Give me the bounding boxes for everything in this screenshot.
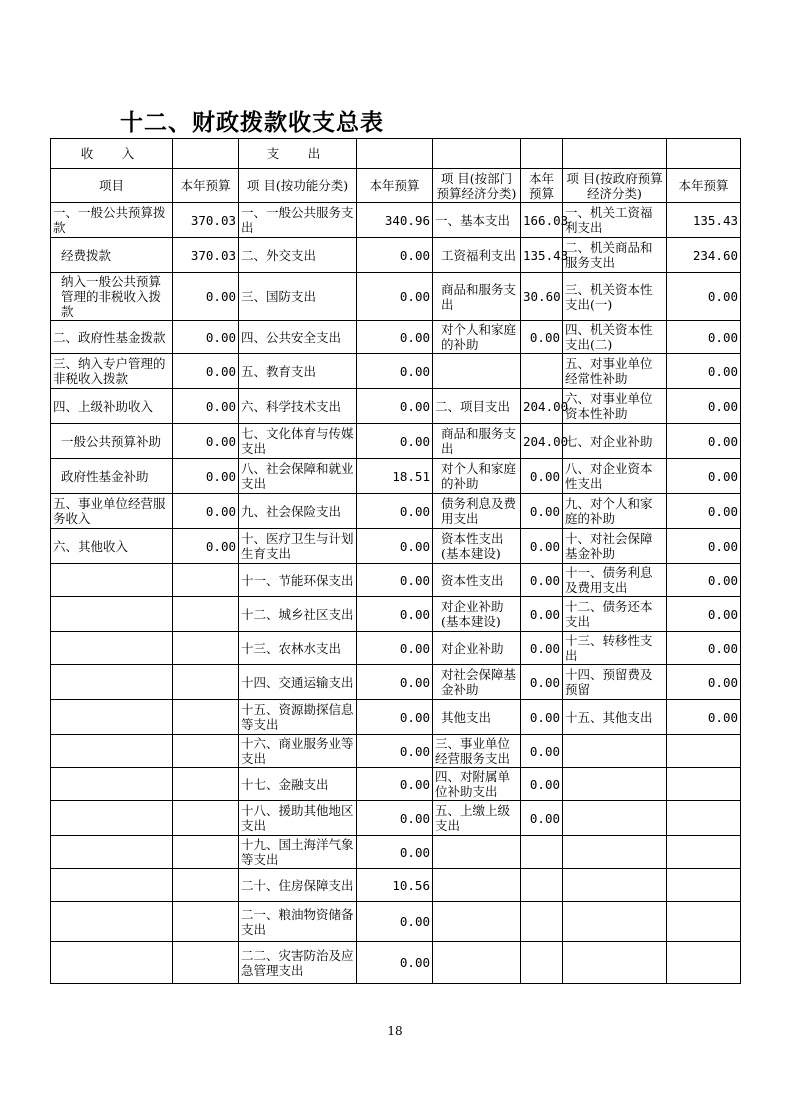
dept-budget-cell: 30.60 <box>521 273 563 321</box>
func-budget-cell: 0.00 <box>357 354 433 389</box>
gov-budget-cell: 0.00 <box>667 529 741 564</box>
dept-item-cell: 对企业补助 <box>433 632 521 665</box>
func-budget-cell: 0.00 <box>357 836 433 869</box>
dept-item-cell: 五、上缴上级支出 <box>433 801 521 836</box>
func-budget-cell: 10.56 <box>357 869 433 902</box>
income-item-cell: 六、其他收入 <box>51 529 173 564</box>
income-item-cell <box>51 700 173 735</box>
func-item-cell: 十一、节能环保支出 <box>239 564 357 597</box>
col-budget-header: 本年预算 <box>357 169 433 203</box>
income-item-cell <box>51 836 173 869</box>
dept-item-cell: 一、基本支出 <box>433 203 521 238</box>
gov-budget-cell <box>667 801 741 836</box>
income-budget-cell: 0.00 <box>173 273 239 321</box>
func-budget-cell: 0.00 <box>357 700 433 735</box>
col-budget-header: 本年预算 <box>173 169 239 203</box>
func-budget-cell: 0.00 <box>357 942 433 984</box>
gov-item-cell: 十、对社会保障基金补助 <box>563 529 667 564</box>
func-budget-cell: 0.00 <box>357 273 433 321</box>
table-row <box>51 869 741 902</box>
dept-budget-cell: 0.00 <box>521 459 563 494</box>
dept-item-cell: 商品和服务支出 <box>433 424 521 459</box>
income-item-cell <box>51 735 173 768</box>
gov-item-cell: 三、机关资本性支出(一) <box>563 273 667 321</box>
gov-item-cell <box>563 801 667 836</box>
func-item-cell: 五、教育支出 <box>239 354 357 389</box>
gov-budget-cell <box>667 768 741 801</box>
income-item-cell <box>51 768 173 801</box>
func-item-cell: 十五、资源勘探信息等支出 <box>239 700 357 735</box>
table-row <box>51 564 741 597</box>
func-item-cell: 二一、粮油物资储备支出 <box>239 902 357 942</box>
gov-item-cell <box>563 902 667 942</box>
header-blank <box>357 139 433 169</box>
gov-budget-cell: 0.00 <box>667 424 741 459</box>
gov-budget-cell <box>667 869 741 902</box>
table-row <box>51 273 741 321</box>
income-item-cell <box>51 665 173 700</box>
func-item-cell: 一、一般公共服务支出 <box>239 203 357 238</box>
dept-item-cell: 对个人和家庭的补助 <box>433 321 521 354</box>
table-row <box>51 494 741 529</box>
gov-budget-cell <box>667 836 741 869</box>
header-blank <box>563 139 667 169</box>
gov-item-cell: 四、机关资本性支出(二) <box>563 321 667 354</box>
dept-item-cell: 四、对附属单位补助支出 <box>433 768 521 801</box>
dept-item-cell: 三、事业单位经营服务支出 <box>433 735 521 768</box>
dept-item-cell: 二、项目支出 <box>433 389 521 424</box>
income-budget-cell: 0.00 <box>173 321 239 354</box>
table-row <box>51 942 741 984</box>
func-item-cell: 二、外交支出 <box>239 238 357 273</box>
dept-item-cell <box>433 942 521 984</box>
func-item-cell: 九、社会保险支出 <box>239 494 357 529</box>
gov-item-cell <box>563 735 667 768</box>
dept-item-cell: 对社会保障基金补助 <box>433 665 521 700</box>
gov-budget-cell: 0.00 <box>667 273 741 321</box>
page-title: 十二、财政拨款收支总表 <box>120 109 384 136</box>
income-item-cell: 纳入一般公共预算管理的非税收入拨款 <box>51 273 173 321</box>
income-budget-cell: 0.00 <box>173 529 239 564</box>
func-budget-cell: 0.00 <box>357 564 433 597</box>
header-blank <box>173 139 239 169</box>
gov-budget-cell: 0.00 <box>667 632 741 665</box>
func-item-cell: 七、文化体育与传媒支出 <box>239 424 357 459</box>
income-header: 收 入 <box>51 139 173 169</box>
income-item-cell: 五、事业单位经营服务收入 <box>51 494 173 529</box>
gov-item-cell <box>563 869 667 902</box>
income-item-cell: 一、一般公共预算拨款 <box>51 203 173 238</box>
dept-item-cell: 对企业补助(基本建设) <box>433 597 521 632</box>
dept-budget-cell: 0.00 <box>521 494 563 529</box>
func-item-cell: 八、社会保障和就业支出 <box>239 459 357 494</box>
func-item-cell: 三、国防支出 <box>239 273 357 321</box>
dept-item-cell: 商品和服务支出 <box>433 273 521 321</box>
header-row-2 <box>51 169 741 203</box>
income-budget-cell <box>173 836 239 869</box>
col-dept-header: 项 目(按部门预算经济分类) <box>433 169 521 203</box>
gov-budget-cell: 135.43 <box>667 203 741 238</box>
table-row <box>51 902 741 942</box>
income-item-cell: 一般公共预算补助 <box>51 424 173 459</box>
income-item-cell <box>51 942 173 984</box>
col-budget-header: 本年预算 <box>521 169 563 203</box>
dept-budget-cell <box>521 942 563 984</box>
header-blank <box>433 139 521 169</box>
gov-budget-cell: 0.00 <box>667 321 741 354</box>
func-item-cell: 十三、农林水支出 <box>239 632 357 665</box>
income-budget-cell <box>173 632 239 665</box>
dept-budget-cell: 204.00 <box>521 424 563 459</box>
dept-item-cell: 工资福利支出 <box>433 238 521 273</box>
dept-item-cell: 对个人和家庭的补助 <box>433 459 521 494</box>
func-budget-cell: 0.00 <box>357 902 433 942</box>
dept-budget-cell: 135.43 <box>521 238 563 273</box>
income-budget-cell: 0.00 <box>173 389 239 424</box>
func-item-cell: 十四、交通运输支出 <box>239 665 357 700</box>
table-row <box>51 632 741 665</box>
dept-budget-cell: 0.00 <box>521 597 563 632</box>
income-budget-cell <box>173 902 239 942</box>
func-budget-cell: 0.00 <box>357 424 433 459</box>
income-item-cell: 四、上级补助收入 <box>51 389 173 424</box>
dept-item-cell <box>433 869 521 902</box>
func-item-cell: 十八、援助其他地区支出 <box>239 801 357 836</box>
table-row <box>51 238 741 273</box>
gov-item-cell <box>563 942 667 984</box>
gov-item-cell <box>563 836 667 869</box>
gov-budget-cell: 0.00 <box>667 665 741 700</box>
dept-item-cell: 债务利息及费用支出 <box>433 494 521 529</box>
table-row <box>51 424 741 459</box>
income-item-cell <box>51 801 173 836</box>
gov-budget-cell <box>667 942 741 984</box>
table-row <box>51 354 741 389</box>
gov-item-cell: 二、机关商品和服务支出 <box>563 238 667 273</box>
dept-budget-cell: 0.00 <box>521 529 563 564</box>
dept-budget-cell: 0.00 <box>521 632 563 665</box>
income-budget-cell <box>173 801 239 836</box>
income-budget-cell: 0.00 <box>173 494 239 529</box>
func-budget-cell: 0.00 <box>357 801 433 836</box>
income-budget-cell <box>173 564 239 597</box>
dept-budget-cell: 0.00 <box>521 321 563 354</box>
func-budget-cell: 340.96 <box>357 203 433 238</box>
gov-item-cell <box>563 768 667 801</box>
func-budget-cell: 0.00 <box>357 665 433 700</box>
header-row-1 <box>51 139 741 169</box>
gov-item-cell: 十三、转移性支出 <box>563 632 667 665</box>
func-budget-cell: 0.00 <box>357 321 433 354</box>
income-item-cell: 政府性基金补助 <box>51 459 173 494</box>
income-budget-cell: 370.03 <box>173 238 239 273</box>
gov-item-cell: 九、对个人和家庭的补助 <box>563 494 667 529</box>
dept-item-cell <box>433 354 521 389</box>
income-item-cell: 三、纳入专户管理的非税收入拨款 <box>51 354 173 389</box>
dept-item-cell: 资本性支出(基本建设) <box>433 529 521 564</box>
income-budget-cell: 0.00 <box>173 459 239 494</box>
func-item-cell: 二二、灾害防治及应急管理支出 <box>239 942 357 984</box>
gov-budget-cell: 0.00 <box>667 564 741 597</box>
page-number: 18 <box>387 1024 403 1038</box>
income-item-cell <box>51 632 173 665</box>
gov-item-cell: 十五、其他支出 <box>563 700 667 735</box>
func-item-cell: 十、医疗卫生与计划生育支出 <box>239 529 357 564</box>
func-item-cell: 十九、国土海洋气象等支出 <box>239 836 357 869</box>
income-item-cell <box>51 869 173 902</box>
dept-item-cell <box>433 902 521 942</box>
income-item-cell <box>51 902 173 942</box>
income-budget-cell <box>173 869 239 902</box>
income-budget-cell <box>173 735 239 768</box>
func-item-cell: 二十、住房保障支出 <box>239 869 357 902</box>
income-budget-cell <box>173 597 239 632</box>
table-row <box>51 203 741 238</box>
expense-header: 支 出 <box>239 139 357 169</box>
dept-budget-cell: 0.00 <box>521 801 563 836</box>
gov-budget-cell: 0.00 <box>667 494 741 529</box>
gov-item-cell: 十二、债务还本支出 <box>563 597 667 632</box>
income-budget-cell <box>173 700 239 735</box>
income-item-cell: 二、政府性基金拨款 <box>51 321 173 354</box>
gov-budget-cell <box>667 735 741 768</box>
dept-budget-cell <box>521 902 563 942</box>
table-row <box>51 321 741 354</box>
income-budget-cell: 0.00 <box>173 424 239 459</box>
func-item-cell: 四、公共安全支出 <box>239 321 357 354</box>
func-item-cell: 十二、城乡社区支出 <box>239 597 357 632</box>
gov-item-cell: 五、对事业单位经常性补助 <box>563 354 667 389</box>
income-budget-cell <box>173 665 239 700</box>
col-gov-header: 项 目(按政府预算经济分类) <box>563 169 667 203</box>
dept-budget-cell: 0.00 <box>521 564 563 597</box>
income-budget-cell <box>173 942 239 984</box>
func-budget-cell: 0.00 <box>357 529 433 564</box>
func-budget-cell: 0.00 <box>357 238 433 273</box>
table-row <box>51 801 741 836</box>
gov-budget-cell <box>667 902 741 942</box>
table-row <box>51 768 741 801</box>
gov-item-cell: 十四、预留费及预留 <box>563 665 667 700</box>
dept-budget-cell <box>521 869 563 902</box>
table-row <box>51 389 741 424</box>
dept-budget-cell <box>521 354 563 389</box>
col-item-header: 项目 <box>51 169 173 203</box>
income-item-cell <box>51 564 173 597</box>
dept-budget-cell: 166.03 <box>521 203 563 238</box>
table-row <box>51 529 741 564</box>
gov-budget-cell: 0.00 <box>667 700 741 735</box>
func-budget-cell: 18.51 <box>357 459 433 494</box>
func-budget-cell: 0.00 <box>357 389 433 424</box>
table-row <box>51 459 741 494</box>
gov-item-cell: 七、对企业补助 <box>563 424 667 459</box>
func-item-cell: 六、科学技术支出 <box>239 389 357 424</box>
header-blank <box>521 139 563 169</box>
dept-budget-cell: 0.00 <box>521 768 563 801</box>
gov-budget-cell: 0.00 <box>667 459 741 494</box>
table-row <box>51 597 741 632</box>
func-budget-cell: 0.00 <box>357 768 433 801</box>
income-budget-cell: 0.00 <box>173 354 239 389</box>
table-row <box>51 735 741 768</box>
func-budget-cell: 0.00 <box>357 735 433 768</box>
header-blank <box>667 139 741 169</box>
func-item-cell: 十七、金融支出 <box>239 768 357 801</box>
dept-item-cell: 其他支出 <box>433 700 521 735</box>
dept-item-cell: 资本性支出 <box>433 564 521 597</box>
dept-item-cell <box>433 836 521 869</box>
gov-item-cell: 一、机关工资福利支出 <box>563 203 667 238</box>
income-item-cell: 经费拨款 <box>51 238 173 273</box>
gov-item-cell: 八、对企业资本性支出 <box>563 459 667 494</box>
func-budget-cell: 0.00 <box>357 632 433 665</box>
dept-budget-cell: 0.00 <box>521 665 563 700</box>
dept-budget-cell: 0.00 <box>521 735 563 768</box>
dept-budget-cell <box>521 836 563 869</box>
table-row <box>51 700 741 735</box>
gov-budget-cell: 0.00 <box>667 597 741 632</box>
gov-item-cell: 六、对事业单位资本性补助 <box>563 389 667 424</box>
income-item-cell <box>51 597 173 632</box>
col-budget-header: 本年预算 <box>667 169 741 203</box>
gov-budget-cell: 0.00 <box>667 389 741 424</box>
gov-budget-cell: 234.60 <box>667 238 741 273</box>
col-func-header: 项 目(按功能分类) <box>239 169 357 203</box>
func-budget-cell: 0.00 <box>357 597 433 632</box>
gov-item-cell: 十一、债务利息及费用支出 <box>563 564 667 597</box>
table-row <box>51 665 741 700</box>
dept-budget-cell: 204.00 <box>521 389 563 424</box>
func-budget-cell: 0.00 <box>357 494 433 529</box>
dept-budget-cell: 0.00 <box>521 700 563 735</box>
table-row <box>51 836 741 869</box>
func-item-cell: 十六、商业服务业等支出 <box>239 735 357 768</box>
income-budget-cell <box>173 768 239 801</box>
gov-budget-cell: 0.00 <box>667 354 741 389</box>
budget-table <box>50 138 741 984</box>
income-budget-cell: 370.03 <box>173 203 239 238</box>
